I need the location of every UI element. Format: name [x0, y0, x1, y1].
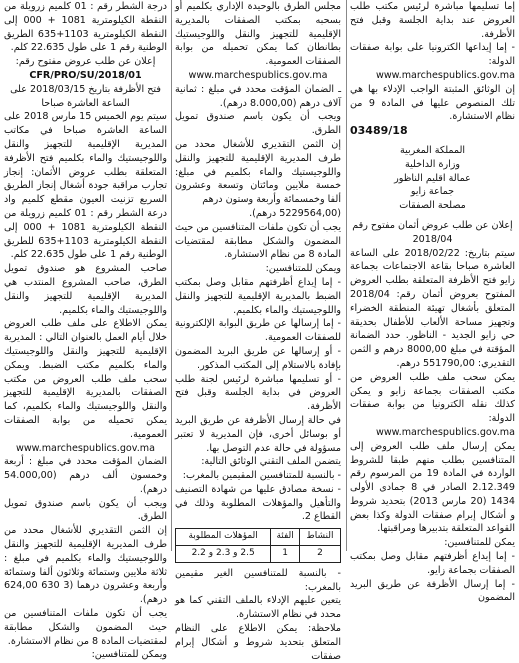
table-header: المؤهلات المطلوبة	[176, 529, 271, 546]
paragraph: ملاحظة: يمكن الاطلاع على النظام المتعلق بتحديد شروط و أشكال إبرام صفقات	[175, 623, 341, 662]
reference-number: CFR/PRO/SU/2018/01	[29, 69, 142, 81]
paragraph: - إما إيداع أظرفتهم مقابل وصل بمكتب الضبط بالمديرية الإقليمية للتجهيز والنقل واللوجيستيك والماء بكلميم.	[175, 276, 341, 316]
heading-line: مصلحة الصفقات	[399, 200, 466, 212]
paragraph: مجلس الطرق بالوحيدة الإداري يكلميم أو بسحبه بمكتب الصفقات بالمديرية الإقليمية للتجهيز والنقل واللوجيستيك بطانطان كما يمكن تحميله من بوابة الصفقات العمومية.	[175, 1, 341, 68]
paragraph: - أو إرسالها عن طريق البريد المضمون بإفادة بالاستلام إلى المكتب المذكور.	[175, 345, 341, 371]
opening-date: فتح الأظرفة بتاريخ 2018/03/15 على الساعة العاشرة صباحا	[10, 83, 161, 109]
table-cell: 2	[299, 546, 340, 563]
paragraph: سيتم بتاريخ: 2018/02/22 على الساعة العاشرة صباحا بقاعة الاجتماعات بجماعة زايو فتح الأظرفة المتعلقة بطلب العروض المفتوح بعروض أثمان رقم: 2018/04 المتعلق بأشغال تهيئة المنطقة الخضراء وتجهيز مساحة الألعاب للأطفال بحديقة حي زايو الجديد - الناظور. حدد الضمانة المؤقتة في مبلغ 8000,00 درهم و الثمن التقديري: 551790,00 درهم.	[350, 247, 516, 369]
paragraph: إن الثمن التقديري للأشغال محدد من طرف المديرية الإقليمية للتجهيز والنقل واللوجيستيك والماء بكلميم في مبلغ : ثلاثة ملايين وستمائة وثلاثون ألفا وستمائة وأربعة وعشرون درهما (3 630 624,00 درهم).	[4, 525, 167, 606]
heading-line: عمالة اقليم الناظور	[394, 172, 471, 184]
paragraph: - إما إرسال الأظرفة عن طريق البريد المضمون	[350, 578, 515, 604]
notice-title: إعلان عن طلب عروض مفتوح رقم:	[15, 56, 156, 68]
paragraph: سيتم يوم الخميس 15 مارس 2018 على الساعة العاشرة صباحا في مكاتب المديرية الإقليمية للتجهيز والنقل واللوجيستيك والماء بكلميم فتح الأظرفة المتعلقة بطلب عروض الأثمان: إنجاز تجارب مراقبة جودة أشغال إنجاز الطريق السريع تزنيت العيون مقطع كلميم واد درعة الشطر رقم : 01 كلميم زرويلة من النقطة الكيلومترية 1081 + 000 إلى النقطة الكيلومترية 1103+635 للطريق الوطنية رقم 1 على طول 22.635 كلم.	[4, 111, 167, 261]
reference-number: 03489/18	[350, 124, 408, 138]
notice-column-left	[4, 0, 167, 661]
website-link[interactable]: www.marchespublics.gov.ma	[15, 442, 155, 454]
paragraph: يمكن إرسال ملف طلب العروض إلى المتنافسين بطلب منهم طبقا للشروط الواردة في المادة 19 من المرسوم رقم 2.12.349 الصادر في 8 جمادى الأولى 1434 (20 مارس 2013) بتحديد شروط و أشكال إبرام صفقات الدولة وكذا بعض القواعد المتعلقة بتدبيرها ومراقبتها.	[350, 440, 516, 535]
paragraph: إن الوثائق المثبتة الواجب الإدلاء بها هي تلك المنصوص عليها في المادة 9 من نظام الاستشارة.	[350, 83, 515, 123]
paragraph: يتضمن الملف التقني الوثائق التالية:	[201, 456, 341, 468]
notice-column-middle	[175, 0, 341, 662]
qualification-table	[175, 528, 341, 563]
paragraph: الضمان المؤقت محدد في مبلغ : أربعة وخمسون ألف درهم (54.000,00 درهم).	[4, 456, 167, 495]
table-row	[176, 546, 341, 563]
heading-line: جماعة زايو	[410, 186, 455, 198]
paragraph: - أو تسليمها مباشرة لرئيس لجنة طلب العروض في بداية الجلسة وقبل فتح الأظرفة.	[175, 373, 341, 413]
paragraph: إما تسليمها مباشرة لرئيس مكتب طلب العروض عند بداية الجلسة وقبل فتح الأظرفة.	[350, 1, 515, 40]
paragraph: يمكن للمتنافسين:	[444, 537, 515, 549]
paragraph: ـ الضمان المؤقت محدد في مبلغ : ثمانية آلاف درهم (8.000,00 درهم).	[175, 83, 341, 109]
paragraph: يتعين عليهم الإدلاء بالملف التقني كما هو محدد في نظام الاستشارة.	[175, 595, 341, 621]
paragraph: في حالة إرسال الأظرفة عن طريق البريد أو بوسائل أخرى، فإن المديرية لا تعتبر مسؤولة في حالة عدم التوصل بها.	[175, 414, 341, 454]
paragraph: يمكن سحب ملف طلب العروض من مكتب الصفقات بجماعة زايو و يمكن كذلك نقله الكترونيا من بوابة صفقات الدولة: www.marchespublics.gov.ma	[350, 371, 515, 438]
paragraph: - إما إيداعها الكترونيا على بوابة صفقات الدولة: www.marchespublics.gov.ma	[350, 42, 515, 81]
paragraph: صاحب المشروع هو صندوق تمويل الطرق، صاحب المشروع المنتدب هي المديرية الإقليمية للتجهيز والنقل واللوجيستيك والماء بكلميم.	[4, 263, 167, 316]
paragraph: ويمكن للمتنافسين:	[265, 263, 341, 275]
paragraph: ويجب أن يكون باسم صندوق تمويل الطرق.	[175, 111, 341, 137]
paragraph: ويمكن للمتنافسين:	[91, 649, 167, 661]
paragraph: يجب أن تكون ملفات المتنافسين من حيث المضمون والشكل مطابقة لمقتضيات المادة 8 من نظام الاستشارة.	[175, 221, 341, 261]
paragraph: - بالنسبة للمتنافسين الغير مقيمين بالمغرب:	[175, 567, 341, 593]
paragraph: يجب أن تكون ملفات المتنافسين من حيث المضمون والشكل مطابقة لمقتضيات المادة 8 من نظام الاستشارة.	[4, 608, 167, 647]
issuer-heading	[350, 144, 515, 213]
paragraph: (5229564,00 درهم).	[249, 207, 341, 219]
table-header: النشاط	[299, 529, 340, 546]
column-divider	[171, 0, 172, 551]
table-cell: 2.5 و 2.3 و 2.2	[176, 546, 271, 563]
heading-line: المملكة المغربية	[399, 144, 466, 156]
paragraph: يمكن الاطلاع على ملف طلب العروض خلال أيام العمل بالعنوان التالي : المديرية الإقليمية للتجهيز والنقل واللوجيستيك والماء بكلميم مكتب الضبط. ويمكن سحب ملف طلب العروض من مكتب الصفقات بالمديرية الإقليمية للتجهيز والنقل واللوجيستيك والماء بكلميم، كما يمكن تحميله من بوابة الصفقات العمومية.	[4, 318, 167, 440]
paragraph: - إما إيداع أظرفتهم مقابل وصل بمكتب الصفقات بجماعة زايو.	[350, 551, 515, 576]
paragraph: - نسخة مصادق عليها من شهادة التصنيف والتأهيل والمؤهلات المطلوبة وذلك في القطاع 2.	[175, 483, 341, 523]
paragraph: درجة الشطر رقم : 01 كلميم زرويلة من النقطة الكيلومترية 1081 + 000 إلى النقطة الكيلومترية 1103+635 الطريق الوطنية رقم 1 على طول 22.635 كلم.	[4, 1, 167, 54]
paragraph: - بالنسبة للمتنافسين المقيمين بالمغرب:	[182, 470, 341, 482]
notice-title: إعلان عن طلب عروض أثمان مفتوح رقم 2018/04	[352, 219, 513, 245]
table-cell: 1	[271, 546, 300, 563]
notice-column-right	[350, 0, 516, 604]
table-header: الفئة	[271, 529, 300, 546]
paragraph: - إما إرسالها عن طريق البوابة الإلكترونية للصفقات العمومية.	[175, 318, 341, 344]
column-divider	[346, 0, 347, 551]
table-header-row	[176, 529, 341, 546]
paragraph: إن الثمن التقديري للأشغال محدد من طرف المديرية الإقليمية للتجهيز والنقل واللوجيستيك والماء بكلميم في مبلغ: خمسة ملايين ومائتان وتسعة وعشرون ألفا وخمسمائة وأربعة وستون درهم	[175, 138, 341, 206]
paragraph: ويجب أن يكون باسم صندوق تمويل الطرق.	[4, 497, 167, 523]
heading-line: وزارة الداخلية	[404, 158, 461, 170]
website-link[interactable]: www.marchespublics.gov.ma	[188, 69, 328, 81]
